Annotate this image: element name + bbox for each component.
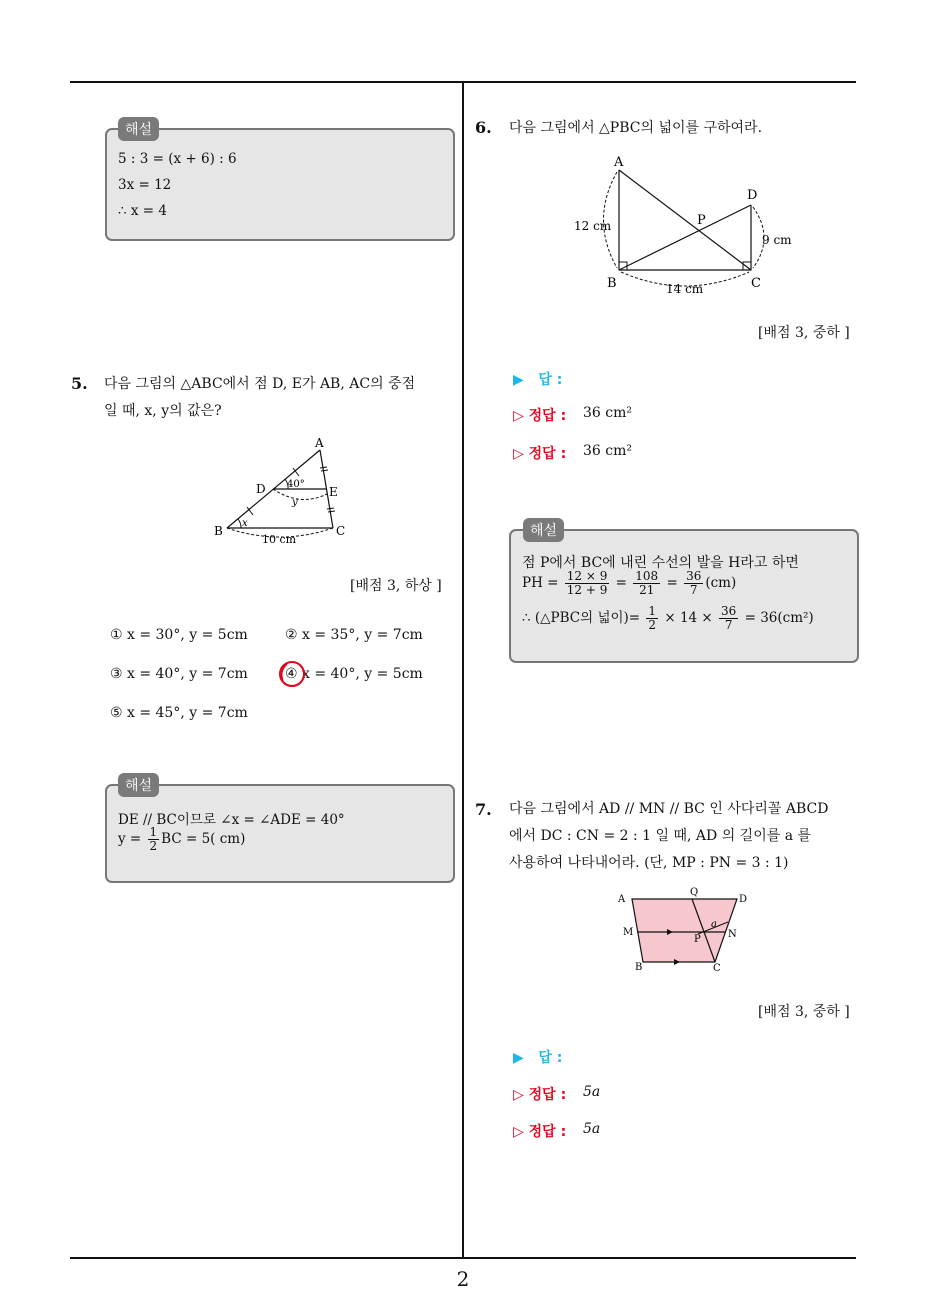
label-C: C	[713, 963, 721, 974]
angle-label: 40°	[287, 479, 305, 490]
column-divider	[462, 83, 464, 1259]
label-A: A	[618, 894, 626, 905]
fraction-numerator: 36	[686, 569, 702, 583]
triangle-outline-icon: ▷	[513, 1124, 524, 1140]
correct-label: 정답 :	[528, 446, 567, 462]
question-7-text-line2: 에서 DC : CN = 2 : 1 일 때, AD 의 길이를 a 를	[509, 828, 812, 844]
expl2-line2-post: BC = 5( cm)	[161, 831, 246, 847]
explanation-line	[522, 605, 814, 632]
fraction-numerator: 12 × 9	[566, 569, 608, 583]
equals: =	[662, 575, 683, 591]
a-label: a	[711, 919, 717, 930]
score-q6: [배점 3, 중하 ]	[758, 325, 850, 341]
question-5-text-line2: 일 때, x, y의 값은?	[104, 403, 222, 419]
fraction-numerator: 108	[635, 569, 659, 583]
fraction-denominator: 7	[689, 583, 698, 597]
choice-1[interactable]: ① x = 30°, y = 5cm	[110, 627, 248, 643]
ph-lhs: PH =	[522, 575, 563, 591]
fraction-denominator: 2	[149, 839, 158, 853]
fraction	[646, 605, 658, 632]
explanation-line	[118, 826, 245, 853]
answer-label: 답 :	[538, 1050, 563, 1066]
equals: =	[611, 575, 632, 591]
explanation-line: 점 P에서 BC에 내린 수선의 발을 H라고 하면	[522, 555, 799, 571]
label-M: M	[623, 927, 634, 938]
y-label: y	[292, 497, 298, 508]
label-Q: Q	[690, 887, 699, 898]
correct-answer-row	[513, 405, 566, 425]
fraction-denominator: 7	[724, 618, 733, 632]
figure-q6	[570, 150, 800, 300]
choice-4[interactable]: ④ x = 40°, y = 5cm	[285, 666, 423, 682]
fraction	[565, 570, 610, 597]
explanation-line	[522, 570, 736, 597]
label-P: P	[694, 934, 701, 945]
label-A: A	[315, 436, 324, 450]
fraction-denominator: 2	[648, 618, 657, 632]
score-q5: [배점 3, 하상 ]	[350, 578, 442, 594]
question-7-text-line3: 사용하여 나타내어라. (단, MP : PN = 3 : 1)	[509, 855, 789, 871]
unit: (cm)	[705, 575, 737, 591]
correct-label: 정답 :	[528, 408, 567, 424]
explanation-tag: 해설	[118, 773, 159, 797]
answer-row	[513, 1047, 562, 1067]
correct-label: 정답 :	[528, 1124, 567, 1140]
correct-answer-value: 5a	[583, 1084, 601, 1100]
label-N: N	[728, 929, 737, 940]
label-B: B	[214, 524, 223, 538]
dc-length-label: 9 cm	[762, 233, 792, 247]
label-C: C	[751, 276, 761, 291]
bc-length-label: 10 cm	[262, 533, 297, 546]
label-A: A	[614, 155, 624, 170]
explanation-tag: 해설	[118, 117, 159, 141]
triangle-outline-icon: ▷	[513, 446, 524, 462]
fraction	[633, 570, 660, 597]
question-5-text-line1: 다음 그림의 △ABC에서 점 D, E가 AB, AC의 중점	[104, 376, 416, 392]
explanation-line: 5 : 3 = (x + 6) : 6	[118, 151, 237, 167]
fraction-numerator: 1	[149, 825, 158, 839]
fraction	[719, 605, 738, 632]
fraction-numerator: 36	[721, 604, 737, 618]
question-7-text	[509, 796, 859, 877]
fraction-denominator: 21	[639, 583, 655, 597]
choice-5[interactable]: ⑤ x = 45°, y = 7cm	[110, 705, 248, 721]
fraction	[684, 570, 703, 597]
correct-label: 정답 :	[528, 1087, 567, 1103]
times: × 14 ×	[660, 610, 718, 626]
page-number: 2	[456, 1267, 470, 1291]
label-C: C	[336, 524, 346, 538]
question-5-text	[104, 371, 454, 425]
question-number-5: 5.	[71, 374, 88, 393]
label-D: D	[747, 188, 758, 203]
correct-answer-value: 36 cm²	[583, 405, 632, 421]
selected-answer-circle-icon	[277, 659, 307, 689]
fraction	[148, 826, 160, 853]
explanation-line: ∴ x = 4	[118, 203, 167, 219]
triangle-outline-icon: ▷	[513, 408, 524, 424]
answer-label: 답 :	[538, 372, 563, 388]
fraction-numerator: 1	[648, 604, 657, 618]
label-D: D	[256, 482, 266, 496]
trapezoid-figure-q7	[615, 882, 755, 977]
score-q7: [배점 3, 중하 ]	[758, 1004, 850, 1020]
area-result: = 36(cm²)	[740, 610, 814, 626]
fraction-denominator: 12 + 9	[566, 583, 608, 597]
explanation-tag: 해설	[523, 518, 564, 542]
expl2-line2-pre: y =	[118, 831, 146, 847]
question-number-6: 6.	[475, 118, 492, 137]
label-P: P	[697, 213, 706, 228]
correct-answer-row	[513, 1084, 566, 1104]
ab-length-label: 12 cm	[574, 219, 612, 233]
label-E: E	[329, 485, 338, 499]
triangle-figure-q5	[200, 432, 360, 550]
label-D: D	[739, 894, 748, 905]
choice-3[interactable]: ③ x = 40°, y = 7cm	[110, 666, 248, 682]
choice-2[interactable]: ② x = 35°, y = 7cm	[285, 627, 423, 643]
play-icon: ▶	[513, 372, 524, 388]
bc-length-label: 14 cm	[666, 282, 704, 296]
x-label: x	[242, 518, 248, 529]
correct-answer-row	[513, 1121, 566, 1141]
explanation-line: DE // BC이므로 ∠x = ∠ADE = 40°	[118, 812, 345, 828]
play-icon: ▶	[513, 1050, 524, 1066]
correct-answer-value: 36 cm²	[583, 443, 632, 459]
answer-row	[513, 369, 562, 389]
label-B: B	[635, 962, 643, 973]
question-7-text-line1: 다음 그림에서 AD // MN // BC 인 사다리꼴 ABCD	[509, 801, 829, 817]
question-number-7: 7.	[475, 800, 492, 819]
question-6-text: 다음 그림에서 △PBC의 넓이를 구하여라.	[509, 120, 763, 136]
correct-answer-row	[513, 443, 566, 463]
label-B: B	[607, 276, 617, 291]
explanation-line: 3x = 12	[118, 177, 172, 193]
correct-answer-value: 5a	[583, 1121, 601, 1137]
area-lhs: ∴ (△PBC의 넓이)=	[522, 610, 645, 626]
triangle-outline-icon: ▷	[513, 1087, 524, 1103]
